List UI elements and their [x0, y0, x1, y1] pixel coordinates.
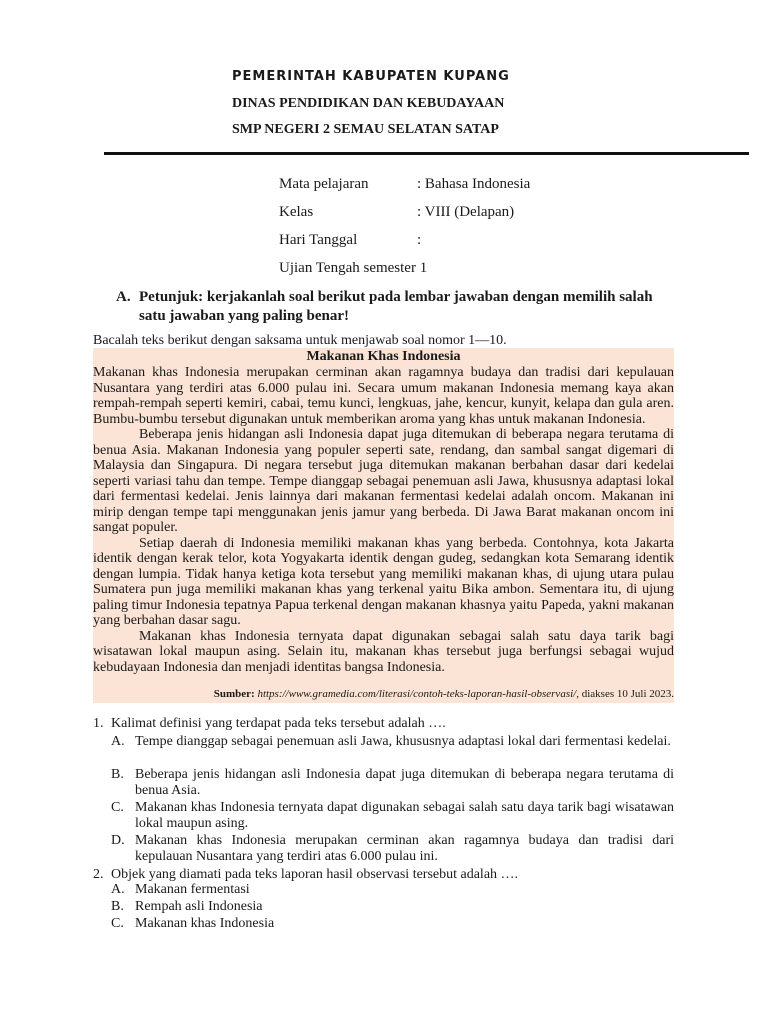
- question-1: [93, 716, 674, 732]
- option-letter: D.: [111, 833, 125, 848]
- question-1-option-c[interactable]: [111, 800, 674, 832]
- option-text: Makanan fermentasi: [135, 882, 250, 897]
- option-text: Rempah asli Indonesia: [135, 899, 263, 914]
- option-text: Makanan khas Indonesia merupakan cerminan akan ragamnya budaya dan tradisi dari kepulauan Nusantara yang terdiri atas 6.000 pulau ini.: [135, 833, 674, 864]
- reading-paragraph: Makanan khas Indonesia ternyata dapat digunakan sebagai salah satu daya tarik bagi wisatawan lokal maupun asing. Selain itu, makanan khas tersebut juga berfungsi sebagai wujud kebudayaan Indonesia dan menjadi identitas bangsa Indonesia.: [93, 628, 674, 675]
- section-letter: A.: [116, 289, 131, 305]
- question-2: [93, 867, 674, 883]
- reading-paragraph: Setiap daerah di Indonesia memiliki makanan khas yang berbeda. Contohnya, kota Jakarta identik dengan kerak telor, kota Yogyakarta identik dengan gudeg, sedangkan kota Semarang identik dengan lumpia. Tidak hanya ketiga kota tersebut yang memiliki makanan khas, di ujung utara pulau Sumatera pun juga memiliki makanan khas yang terkenal yaitu Bika ambon. Sementara itu, di ujung paling timur Indonesia tepatnya Papua terkenal dengan makanan khasnya yaitu Papeda, yakni makanan yang berbahan dasar sagu.: [93, 535, 674, 628]
- header-divider: [104, 152, 749, 155]
- option-text: Makanan khas Indonesia: [135, 916, 275, 931]
- question-text: Kalimat definisi yang terdapat pada teks tersebut adalah ….: [111, 716, 446, 731]
- header-school: SMP NEGERI 2 SEMAU SELATAN SATAP: [232, 122, 499, 137]
- info-value: : VIII (Delapan): [417, 204, 515, 220]
- info-value: :: [417, 232, 422, 248]
- reading-passage: [93, 348, 674, 703]
- info-date: [279, 232, 699, 252]
- option-letter: A.: [111, 734, 125, 749]
- instruction-text: Petunjuk: kerjakanlah soal berikut pada lembar jawaban dengan memilih salah satu jawaban yang paling benar!: [139, 289, 653, 324]
- question-1-option-b[interactable]: [111, 767, 674, 799]
- question-text: Objek yang diamati pada teks laporan hasil observasi tersebut adalah ….: [111, 867, 519, 882]
- option-letter: B.: [111, 899, 124, 914]
- info-label: Kelas: [279, 204, 314, 220]
- option-letter: B.: [111, 767, 124, 782]
- question-1-option-d[interactable]: [111, 833, 674, 865]
- question-2-option-c[interactable]: [111, 916, 674, 932]
- option-letter: C.: [111, 800, 124, 815]
- option-letter: C.: [111, 916, 124, 931]
- info-subject: [279, 176, 699, 196]
- option-letter: A.: [111, 882, 125, 897]
- reading-source: [214, 687, 674, 701]
- reading-paragraph: Makanan khas Indonesia merupakan cerminan akan ragamnya budaya dan tradisi dari kepulauan Nusantara yang terdiri atas 6.000 pulau ini. Secara umum makanan Indonesia memang kaya akan rempah-rempah seperti kemiri, cabai, temu kunci, lengkuas, jahe, kencur, kunyit, kelapa dan gula aren. Bumbu-bumbu tersebut digunakan untuk memberikan aroma yang khas untuk makanan Indonesia.: [93, 365, 674, 427]
- info-class: [279, 204, 699, 224]
- exam-title: Ujian Tengah semester 1: [279, 260, 428, 276]
- reading-intro: Bacalah teks berikut dengan saksama untuk menjawab soal nomor 1—10.: [93, 333, 507, 348]
- question-2-option-a[interactable]: [111, 882, 674, 898]
- reading-body: [93, 365, 674, 675]
- info-label: Hari Tanggal: [279, 232, 358, 248]
- info-value: : Bahasa Indonesia: [417, 176, 531, 192]
- question-number: 2.: [93, 867, 104, 882]
- option-text: Makanan khas Indonesia ternyata dapat digunakan sebagai salah satu daya tarik bagi wisatawan lokal maupun asing.: [135, 800, 674, 831]
- header-department: DINAS PENDIDIKAN DAN KEBUDAYAAN: [232, 96, 505, 111]
- info-label: Mata pelajaran: [279, 176, 369, 192]
- reading-title: Makanan Khas Indonesia: [306, 349, 461, 364]
- source-url: https://www.gramedia.com/literasi/contoh-teks-laporan-hasil-observasi/: [257, 688, 577, 700]
- question-number: 1.: [93, 716, 104, 731]
- option-text: Beberapa jenis hidangan asli Indonesia dapat juga ditemukan di beberapa negara terutama di benua Asia.: [135, 767, 674, 798]
- source-label: Sumber:: [213, 688, 255, 700]
- reading-paragraph: Beberapa jenis hidangan asli Indonesia dapat juga ditemukan di beberapa negara terutama di benua Asia. Makanan Indonesia yang populer seperti sate, rendang, dan sambal sangat digemari di Malaysia dan Singapura. Di negara tersebut juga ditemukan makanan berbahan dasar dari kedelai seperti variasi tahu dan tempe. Tempe dianggap sebagai penemuan asli Jawa, khususnya adaptasi lokal dari fermentasi kedelai. Jenis lainnya dari makanan fermentasi kedelai adalah oncom. Makanan ini mirip dengan tempe tapi menggunakan jenis jamur yang berbeda. Di Jawa Barat makanan oncom ini sangat populer.: [93, 427, 674, 535]
- source-accessed: , diakses 10 Juli 2023.: [576, 688, 674, 700]
- question-1-option-a[interactable]: [111, 734, 674, 766]
- option-text: Tempe dianggap sebagai penemuan asli Jawa, khususnya adaptasi lokal dari fermentasi kedelai.: [135, 734, 671, 749]
- question-2-option-b[interactable]: [111, 899, 674, 915]
- header-government: PEMERINTAH KABUPATEN KUPANG: [232, 69, 510, 84]
